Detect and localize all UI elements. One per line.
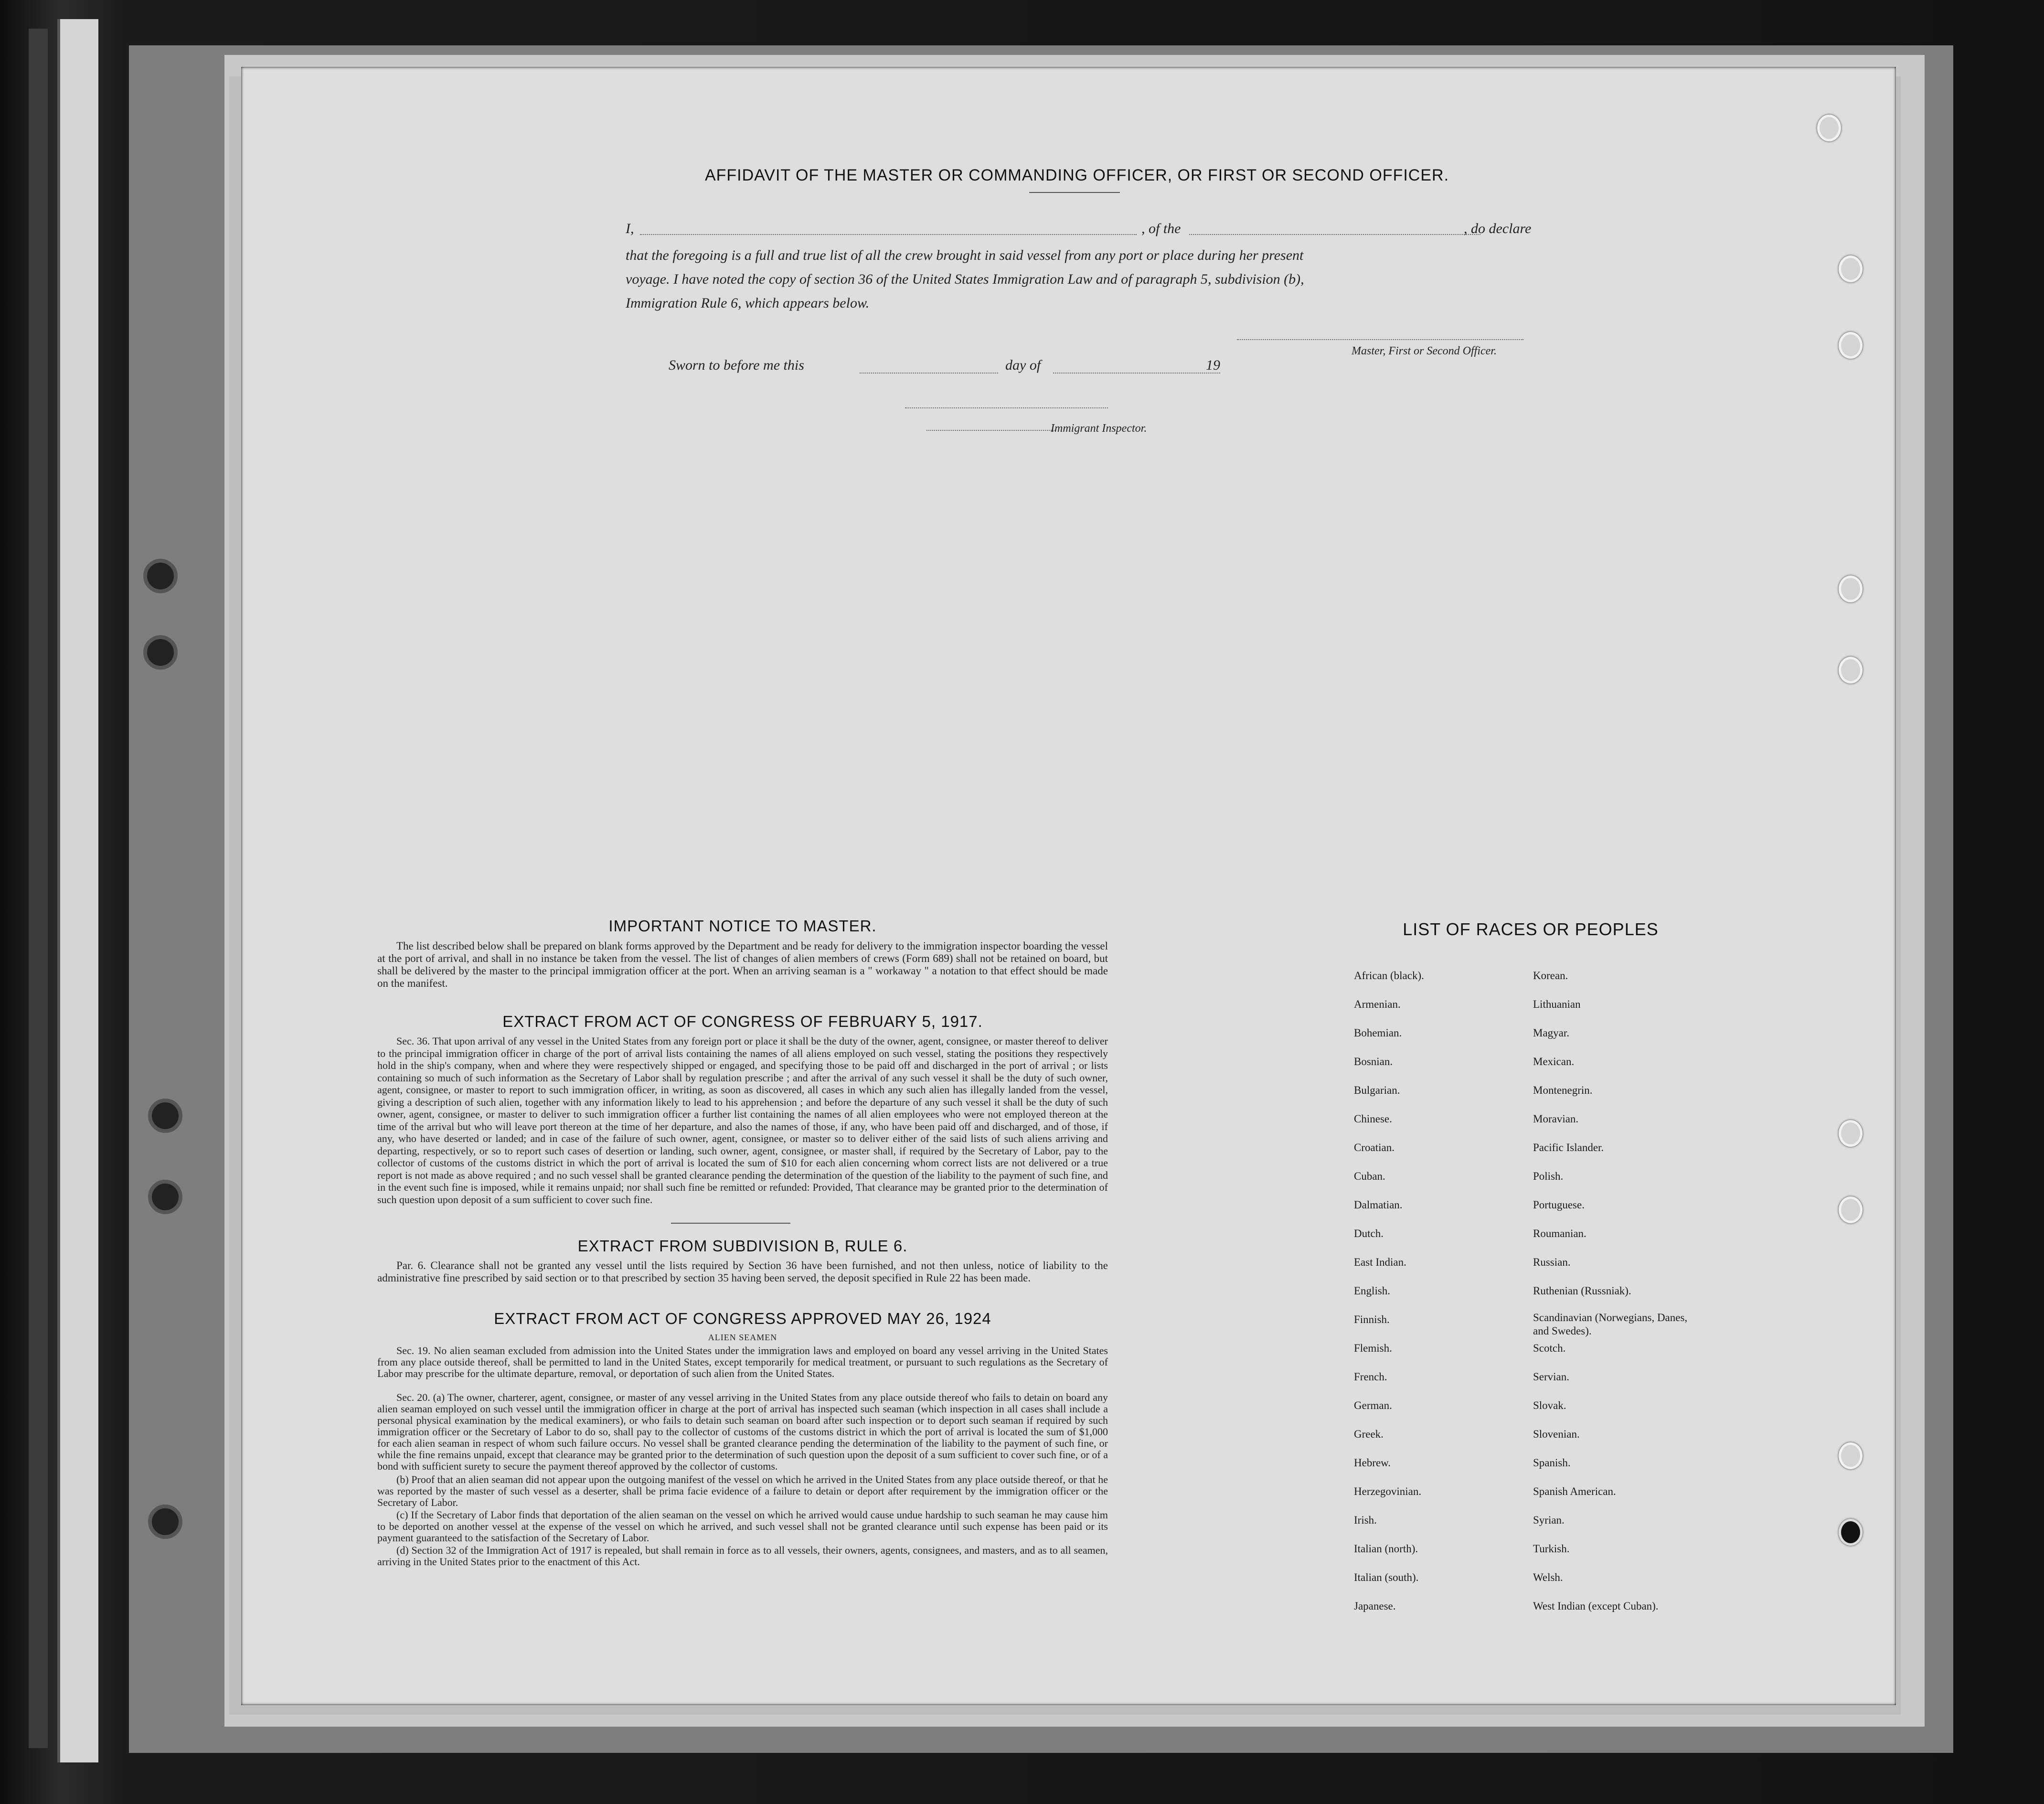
extract-1924-sec20c: (c) If the Secretary of Labor finds that deportation of the alien seaman on the vessel on which he arrived would cause undue hardship to such seaman he may cause him to be deported on another vessel at the expense of the vessel on which he arrived, and such vessel shall not be granted clearance until such expense has been paid or its payment guaranteed to the satisfaction of the Secretary of Labor. <box>377 1509 1108 1544</box>
races-title: LIST OF RACES OR PEOPLES <box>1403 919 1659 939</box>
binder-ring <box>148 1505 182 1539</box>
race-item: Bohemian. <box>1354 1027 1402 1039</box>
binder-ring <box>148 1180 182 1214</box>
inspector-caption: Immigrant Inspector. <box>1051 422 1147 435</box>
punch-hole <box>1839 576 1863 602</box>
extract-1924-sec19: Sec. 19. No alien seaman excluded from admission into the United States under the immigration laws and employed on board any vessel arriving in the United States from any place outside thereof, shall be permitted to land in the United States, except temporarily for medical treatment, or pursuant to such regulations as the Secretary of Labor may prescribe for the ultimate departure, removal, or deportation of such alien from the United States. <box>377 1345 1108 1379</box>
race-item: Italian (south). <box>1354 1571 1419 1583</box>
affidavit-declare: , do declare <box>1464 221 1532 236</box>
race-item: Pacific Islander. <box>1533 1142 1604 1153</box>
race-item: German. <box>1354 1399 1392 1411</box>
race-item: Greek. <box>1354 1428 1384 1440</box>
form-page <box>241 67 1896 1705</box>
binder-edge <box>29 29 48 1748</box>
race-item: African (black). <box>1354 970 1424 982</box>
name-blank <box>640 234 1137 235</box>
extract-rule6-body: Par. 6. Clearance shall not be granted any vessel until the lists required by Section 36 have been furnished, and not then unless, notice of liability to the administrative fine prescribed by said section or to that prescribed by section 35 having been served, the deposit specified in Rule 22 has been made. <box>377 1260 1108 1284</box>
race-item: Montenegrin. <box>1533 1084 1593 1096</box>
race-item: French. <box>1354 1371 1387 1383</box>
affidavit-of-the: , of the <box>1141 221 1181 236</box>
race-item: Ruthenian (Russniak). <box>1533 1285 1631 1297</box>
affidavit-line4: Immigration Rule 6, which appears below. <box>626 295 870 311</box>
binder-ring <box>143 559 178 593</box>
punch-hole <box>1839 1519 1863 1546</box>
race-item: Slovenian. <box>1533 1428 1580 1440</box>
race-item: Dalmatian. <box>1354 1199 1403 1211</box>
race-item: Servian. <box>1533 1371 1570 1383</box>
punch-hole <box>1839 332 1863 359</box>
race-item: Mexican. <box>1533 1056 1575 1067</box>
sworn-text: Sworn to before me this <box>669 357 804 373</box>
race-item: Bulgarian. <box>1354 1084 1400 1096</box>
race-item: Russian. <box>1533 1256 1571 1268</box>
race-item: East Indian. <box>1354 1256 1406 1268</box>
signature-blank <box>1237 339 1523 340</box>
race-item: Magyar. <box>1533 1027 1570 1039</box>
race-item: Roumanian. <box>1533 1228 1586 1239</box>
notice-body: The list described below shall be prepared on blank forms approved by the Department and be ready for delivery to the immigration inspector boarding the vessel at the port of arrival, and shall in no instance be taken from the vessel. The list of changes of alien members of crews (Form 689) shall not be retained on board, but shall be delivered by the master to the principal immigration officer at the port. When an arriving seaman is a " workaway " a notation to that effect should be made on the manifest. <box>377 940 1108 989</box>
sworn-day-of: day of <box>1005 357 1041 373</box>
extract-rule6-title: EXTRACT FROM SUBDIVISION B, RULE 6. <box>577 1237 908 1255</box>
punch-hole <box>1839 657 1863 683</box>
extract-1924-sec20b: (b) Proof that an alien seaman did not appear upon the outgoing manifest of the vessel on which he arrived in the United States from any place outside thereof, or that he was reported by the master of such vessel as a deserter, shall be prima facie evidence of a failure to detain or deport after requirement by the immigration officer or the Secretary of Labor. <box>377 1473 1108 1508</box>
inspector-signature-blank <box>905 407 1108 408</box>
race-item: Irish. <box>1354 1514 1377 1526</box>
race-item: Scotch. <box>1533 1342 1566 1354</box>
race-item: Dutch. <box>1354 1228 1384 1239</box>
punch-hole <box>1839 1442 1863 1469</box>
race-item: Scandinavian (Norwegians, Danes, and Swedes). <box>1533 1312 1688 1337</box>
divider <box>1029 192 1120 193</box>
race-item: Spanish. <box>1533 1457 1571 1469</box>
race-item: Spanish American. <box>1533 1485 1616 1497</box>
race-item: West Indian (except Cuban). <box>1533 1600 1659 1612</box>
race-item: Finnish. <box>1354 1313 1390 1325</box>
race-item: Italian (north). <box>1354 1543 1418 1555</box>
affidavit-i: I, <box>626 221 634 236</box>
race-item: Cuban. <box>1354 1170 1385 1182</box>
race-item: Turkish. <box>1533 1543 1570 1555</box>
extract-1924-sec20a: Sec. 20. (a) The owner, charterer, agent, consignee, or master of any vessel arriving in the United States from any place outside thereof who fails to detain on board any alien seaman employed on such vessel until the immigration officer in charge at the port of arrival has inspected such seaman (which inspection in all cases shall include a personal physical examination by the medical examiners), or who fails to detain such seaman on board after such inspection or to deport such seaman if required by such immigration officer or the Secretary of Labor to do so, shall pay to the collector of customs of the customs district in which the port of arrival is located the sum of $1,000 for each alien seaman in respect of whom such failure occurs. No vessel shall be granted clearance pending the determination of the liability to the payment of such fine, or while the fine remains unpaid, except that clearance may be granted prior to the determination of such question upon the deposit of a sum sufficient to cover such fine, or of a bond with sufficient surety to secure the payment thereof approved by the collector of customs. <box>377 1391 1108 1472</box>
sworn-year: 19 <box>1206 357 1220 373</box>
race-item: Croatian. <box>1354 1142 1395 1153</box>
race-item: Herzegovinian. <box>1354 1485 1422 1497</box>
extract-1924-subtitle: ALIEN SEAMEN <box>708 1333 777 1342</box>
race-item: English. <box>1354 1285 1391 1297</box>
vessel-blank <box>1189 234 1480 235</box>
punch-hole <box>1839 1196 1863 1223</box>
affidavit-line3: voyage. I have noted the copy of section 36 of the United States Immigration Law and of paragraph 5, subdivision (b), <box>626 271 1304 287</box>
day-blank <box>860 373 998 374</box>
race-item: Welsh. <box>1533 1571 1563 1583</box>
punch-hole <box>1839 256 1863 282</box>
punch-hole <box>1839 1120 1863 1147</box>
race-item: Syrian. <box>1533 1514 1565 1526</box>
race-item: Moravian. <box>1533 1113 1579 1125</box>
signature-caption: Master, First or Second Officer. <box>1352 345 1497 357</box>
race-item: Korean. <box>1533 970 1568 982</box>
punch-hole <box>1817 115 1841 141</box>
race-item: Armenian. <box>1354 998 1401 1010</box>
divider <box>671 1223 790 1224</box>
affidavit-line2: that the foregoing is a full and true list of all the crew brought in said vessel from any port or place during her present <box>626 247 1304 263</box>
race-item: Japanese. <box>1354 1600 1396 1612</box>
extract-1917-body: Sec. 36. That upon arrival of any vessel in the United States from any foreign port or place it shall be the duty of the owner, agent, consignee, or master thereof to deliver to the principal immigration officer in charge of the port of arrival lists containing the names of all aliens employed on such vessel, stating the positions they respectively hold in the ship's company, when and where they were respectively shipped or engaged, and specifying those to be paid off and discharged in the port of arrival ; or lists containing so much of such information as the Secretary of Labor shall by regulation prescribe ; and after the arrival of any such vessel it shall be the duty of such owner, agent, consignee, or master to report to such immigration officer, in writing, as soon as discovered, all cases in which any such alien has illegally landed from the vessel, giving a description of such alien, together with any information likely to lead to his apprehension ; and before the departure of any such vessel it shall be the duty of such owner, agent, consignee, or master to deliver to such immigration officer a further list containing the names of all alien employees who were not employed thereon at the time of the arrival but who will leave port thereon at the time of her departure, and also the names of those, if any, who have been paid off and discharged, and of those, if any, who have deserted or landed; and in case of the failure of such owner, agent, consignee, or master so to deliver either of the said lists of such aliens arriving and departing, respectively, or so to report such cases of desertion or landing, such owner, agent, consignee, or master shall, if required by the Secretary of Labor, pay to the collector of customs of the customs district in which the port of arrival is located the sum of $10 for each alien concerning whom correct lists are not delivered or a true report is not made as above required ; and no such vessel shall be granted clearance pending the determination of the question of the liability to the payment of such fine, and in the event such fine is imposed, while it remains unpaid; nor shall such fine be remitted or refunded: Provided, That clearance may be granted prior to the determination of such question upon deposit of a sum sufficient to cover such fine. <box>377 1035 1108 1206</box>
race-item: Slovak. <box>1533 1399 1566 1411</box>
race-item: Hebrew. <box>1354 1457 1391 1469</box>
race-item: Polish. <box>1533 1170 1564 1182</box>
notice-title: IMPORTANT NOTICE TO MASTER. <box>608 917 877 935</box>
race-item: Bosnian. <box>1354 1056 1393 1067</box>
inspector-name-blank <box>926 430 1055 431</box>
affidavit-title: AFFIDAVIT OF THE MASTER OR COMMANDING OFFICER, OR FIRST OR SECOND OFFICER. <box>704 166 1449 184</box>
extract-1924-title: EXTRACT FROM ACT OF CONGRESS APPROVED MAY 26, 1924 <box>494 1310 991 1327</box>
binder-ring <box>148 1099 182 1133</box>
extract-1924-sec20d: (d) Section 32 of the Immigration Act of 1917 is repealed, but shall remain in force as to all vessels, their owners, agents, consignees, and masters, and as to all seamen, arriving in the United States prior to the enactment of this Act. <box>377 1544 1108 1568</box>
binder-ring <box>143 635 178 670</box>
race-item: Lithuanian <box>1533 998 1581 1010</box>
race-item: Portuguese. <box>1533 1199 1585 1211</box>
extract-1917-title: EXTRACT FROM ACT OF CONGRESS OF FEBRUARY 5, 1917. <box>502 1013 983 1030</box>
binder-strip <box>57 19 98 1762</box>
month-blank <box>1053 373 1220 374</box>
race-item: Flemish. <box>1354 1342 1392 1354</box>
race-item: Chinese. <box>1354 1113 1392 1125</box>
